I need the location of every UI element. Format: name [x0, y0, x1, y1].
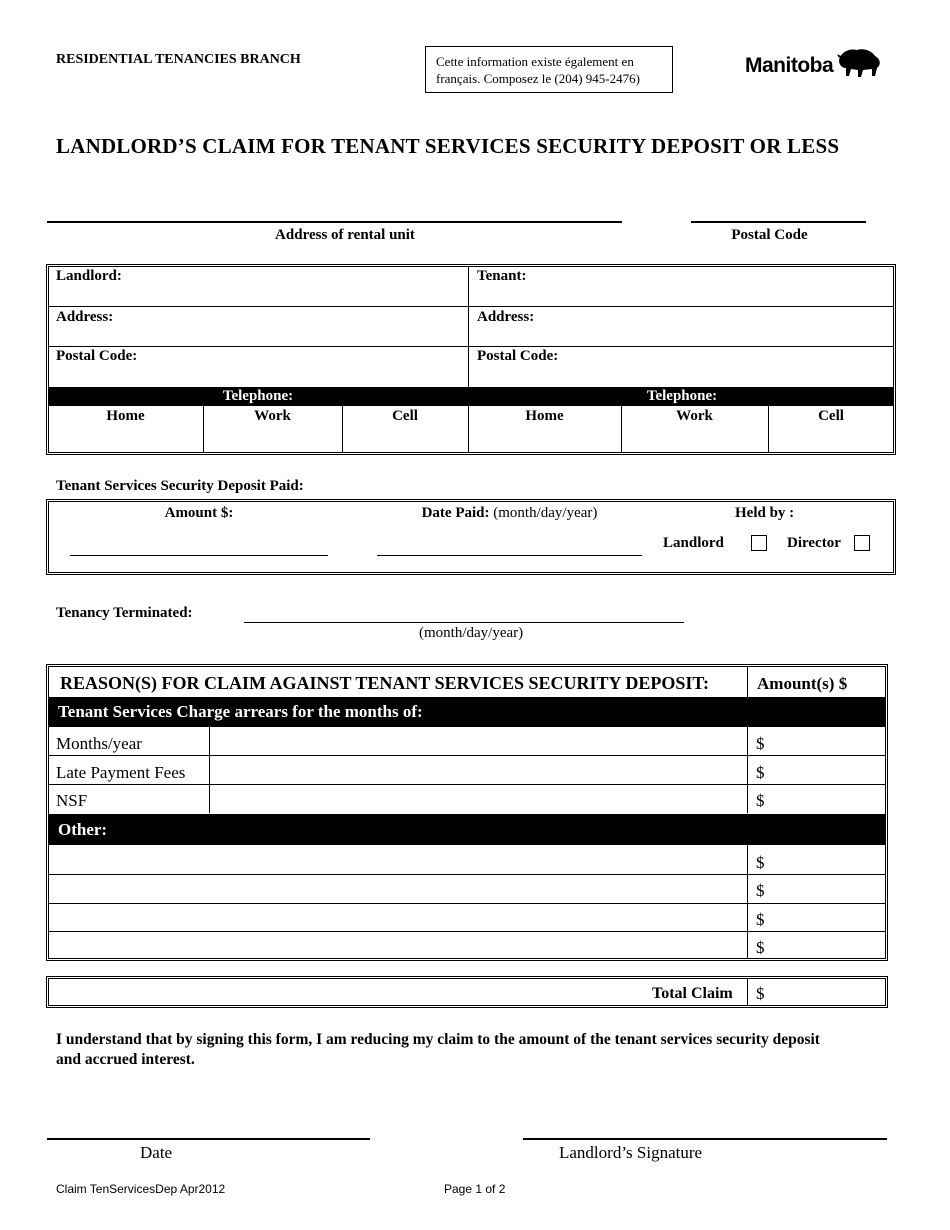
branch-name: RESIDENTIAL TENANCIES BRANCH [56, 52, 301, 67]
landlord-phone-work: Work [254, 408, 291, 424]
rental-postal-label: Postal Code [731, 227, 808, 243]
form-id: Claim TenServicesDep Apr2012 [56, 1182, 226, 1196]
landlord-signature-line[interactable] [523, 1138, 887, 1140]
currency-symbol: $ [756, 734, 765, 753]
claim-header: REASON(S) FOR CLAIM AGAINST TENANT SERVICES SECURITY DEPOSIT: [60, 673, 710, 693]
held-by-director-checkbox[interactable] [854, 535, 870, 551]
held-by-landlord-label: Landlord [663, 535, 724, 551]
held-by-director-label: Director [787, 535, 841, 551]
held-by-landlord-checkbox[interactable] [751, 535, 767, 551]
arrears-bar: Tenant Services Charge arrears for the months of: [48, 697, 886, 727]
rental-postal-line [691, 221, 866, 223]
claim-header-divider [747, 666, 748, 697]
other-bar: Other: [48, 814, 886, 845]
deposit-section-label: Tenant Services Security Deposit Paid: [56, 478, 304, 494]
tenancy-terminated-label: Tenancy Terminated: [56, 605, 193, 621]
tenant-phone-cell: Cell [818, 408, 844, 424]
french-notice-box [425, 46, 673, 93]
landlord-telephone-label: Telephone: [222, 388, 294, 404]
tenant-label: Tenant: [477, 268, 527, 284]
arrears-row-label: NSF [56, 791, 88, 810]
date-signature-label: Date [140, 1143, 173, 1162]
amount-header: Amount(s) $ [757, 674, 848, 693]
total-currency-symbol: $ [756, 984, 765, 1003]
rental-address-label: Address of rental unit [275, 227, 415, 243]
landlord-address-label: Address: [56, 309, 114, 325]
french-notice-line2: français. Composez le (204) 945-2476) [436, 71, 640, 86]
telephone-bar [48, 387, 894, 406]
deposit-amount-field[interactable] [70, 555, 328, 556]
landlord-signature-label: Landlord’s Signature [559, 1143, 703, 1162]
date-signature-line[interactable] [47, 1138, 370, 1140]
acknowledgement-line2: and accrued interest. [56, 1051, 195, 1068]
logo-wordmark: Manitoba [745, 54, 834, 77]
manitoba-logo [745, 46, 885, 82]
other-row-sep-3 [48, 931, 886, 932]
rental-address-line [47, 221, 622, 223]
tenant-phone-work: Work [676, 408, 713, 424]
parties-row-sep-1 [48, 306, 894, 307]
acknowledgement-line1: I understand that by signing this form, I am reducing my claim to the amount of the tenant services security deposit [56, 1031, 820, 1048]
other-row-sep-1 [48, 874, 886, 875]
currency-symbol: $ [756, 910, 765, 929]
arrears-row-sep-2 [48, 784, 886, 785]
french-notice-line1: Cette information existe également en [436, 54, 634, 69]
arrears-amount-divider [747, 727, 748, 813]
landlord-phone-cell: Cell [392, 408, 418, 424]
other-row-sep-2 [48, 903, 886, 904]
tenant-phone-home: Home [525, 408, 564, 424]
page-number: Page 1 of 2 [444, 1182, 506, 1196]
tenancy-terminated-hint: (month/day/year) [419, 625, 524, 641]
deposit-amount-label: Amount $: [164, 505, 234, 521]
bison-icon [837, 46, 882, 80]
arrears-row-sep-1 [48, 755, 886, 756]
parties-divider [468, 266, 469, 387]
currency-symbol: $ [756, 881, 765, 900]
arrears-row-label: Months/year [56, 734, 142, 753]
tenant-address-label: Address: [477, 309, 535, 325]
parties-row-sep-2 [48, 346, 894, 347]
currency-symbol: $ [756, 763, 765, 782]
tenancy-terminated-field[interactable] [244, 622, 684, 623]
other-amount-divider [747, 845, 748, 959]
deposit-date-field[interactable] [377, 555, 642, 556]
tenant-postal-label: Postal Code: [477, 348, 559, 364]
landlord-postal-label: Postal Code: [56, 348, 138, 364]
held-by-label: Held by : [735, 505, 795, 521]
total-claim-label: Total Claim [652, 985, 733, 1002]
deposit-date-label-wrap [377, 505, 642, 522]
landlord-phone-home: Home [106, 408, 145, 424]
deposit-date-hint: (month/day/year) [493, 505, 598, 521]
currency-symbol: $ [756, 938, 765, 957]
currency-symbol: $ [756, 791, 765, 810]
arrears-row-label: Late Payment Fees [56, 763, 186, 782]
currency-symbol: $ [756, 853, 765, 872]
page-title: LANDLORD’S CLAIM FOR TENANT SERVICES SECURITY DEPOSIT OR LESS [56, 134, 840, 158]
deposit-date-label: Date Paid: [421, 505, 490, 521]
arrears-label-divider [209, 727, 210, 813]
tenant-telephone-label: Telephone: [646, 388, 718, 404]
landlord-label: Landlord: [56, 268, 122, 284]
total-divider [747, 978, 748, 1006]
